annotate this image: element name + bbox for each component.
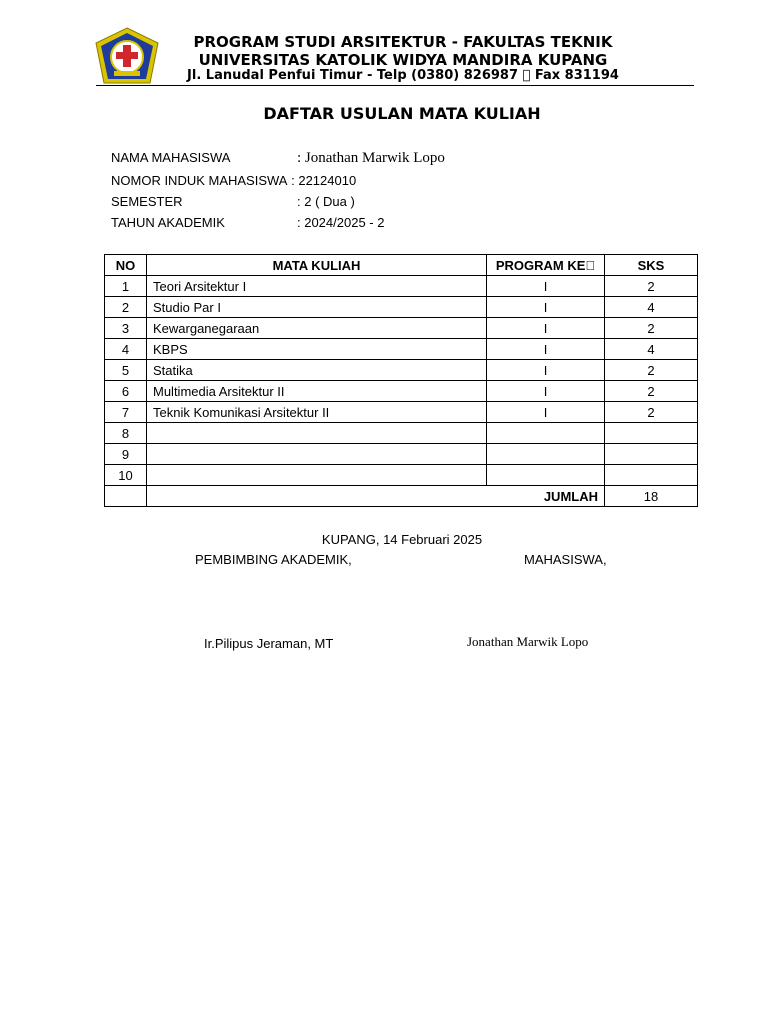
row-number: 5 bbox=[105, 360, 147, 381]
table-header-row bbox=[105, 255, 698, 276]
row-number: 7 bbox=[105, 402, 147, 423]
place-date: KUPANG, 14 Februari 2025 bbox=[321, 532, 483, 547]
course-table bbox=[104, 254, 698, 507]
row-course-name bbox=[147, 465, 487, 486]
table-row bbox=[105, 402, 698, 423]
row-sks bbox=[605, 423, 698, 444]
row-program: I bbox=[487, 318, 605, 339]
row-number: 4 bbox=[105, 339, 147, 360]
student-name: Jonathan Marwik Lopo bbox=[467, 634, 589, 649]
advisor-label: PEMBIMBING AKADEMIK, bbox=[195, 552, 352, 567]
row-program bbox=[487, 444, 605, 465]
total-label: JUMLAH bbox=[147, 486, 605, 507]
header-no: NO bbox=[105, 255, 147, 276]
row-sks bbox=[605, 465, 698, 486]
row-course-name: Teknik Komunikasi Arsitektur II bbox=[147, 402, 487, 423]
year-value: : 2024/2025 - 2 bbox=[297, 215, 385, 230]
document-title: DAFTAR USULAN MATA KULIAH bbox=[263, 104, 541, 123]
semester-label: SEMESTER bbox=[111, 194, 183, 209]
row-course-name: Multimedia Arsitektur II bbox=[147, 381, 487, 402]
row-program bbox=[487, 465, 605, 486]
year-label: TAHUN AKADEMIK bbox=[111, 215, 225, 230]
total-empty-cell bbox=[105, 486, 147, 507]
row-course-name: Teori Arsitektur I bbox=[147, 276, 487, 297]
row-program: I bbox=[487, 360, 605, 381]
info-name-row bbox=[111, 150, 445, 167]
row-sks: 4 bbox=[605, 297, 698, 318]
table-row bbox=[105, 423, 698, 444]
row-program bbox=[487, 423, 605, 444]
header-program: PROGRAM STUDI ARSITEKTUR - FAKULTAS TEKNIK bbox=[193, 33, 613, 51]
row-course-name: KBPS bbox=[147, 339, 487, 360]
university-logo bbox=[94, 27, 160, 85]
name-label: NAMA MAHASISWA bbox=[111, 150, 231, 165]
row-number: 8 bbox=[105, 423, 147, 444]
row-course-name bbox=[147, 423, 487, 444]
row-course-name bbox=[147, 444, 487, 465]
row-sks: 2 bbox=[605, 276, 698, 297]
row-number: 3 bbox=[105, 318, 147, 339]
row-number: 2 bbox=[105, 297, 147, 318]
nim-value: : 22124010 bbox=[291, 173, 357, 188]
row-sks: 4 bbox=[605, 339, 698, 360]
row-program: I bbox=[487, 297, 605, 318]
info-nim-row bbox=[111, 173, 356, 188]
table-row bbox=[105, 444, 698, 465]
row-program: I bbox=[487, 276, 605, 297]
row-sks: 2 bbox=[605, 381, 698, 402]
row-sks bbox=[605, 444, 698, 465]
row-sks: 2 bbox=[605, 360, 698, 381]
total-value: 18 bbox=[605, 486, 698, 507]
row-program: I bbox=[487, 381, 605, 402]
info-year-row bbox=[111, 215, 384, 230]
row-course-name: Kewarganegaraan bbox=[147, 318, 487, 339]
header-university: UNIVERSITAS KATOLIK WIDYA MANDIRA KUPANG bbox=[198, 51, 608, 69]
header-divider bbox=[96, 85, 694, 86]
advisor-name: Ir.Pilipus Jeraman, MT bbox=[204, 636, 334, 651]
header-course: MATA KULIAH bbox=[147, 255, 487, 276]
row-number: 6 bbox=[105, 381, 147, 402]
nim-label: NOMOR INDUK MAHASISWA bbox=[111, 173, 288, 188]
table-row bbox=[105, 465, 698, 486]
row-number: 1 bbox=[105, 276, 147, 297]
row-sks: 2 bbox=[605, 402, 698, 423]
info-semester-row bbox=[111, 194, 355, 209]
header-sks: SKS bbox=[605, 255, 698, 276]
table-row bbox=[105, 381, 698, 402]
row-number: 9 bbox=[105, 444, 147, 465]
row-course-name: Studio Par I bbox=[147, 297, 487, 318]
table-row bbox=[105, 318, 698, 339]
row-program: I bbox=[487, 402, 605, 423]
row-number: 10 bbox=[105, 465, 147, 486]
semester-value: : 2 ( Dua ) bbox=[297, 194, 355, 209]
header-program: PROGRAM KE  bbox=[487, 255, 605, 276]
name-value: : Jonathan Marwik Lopo bbox=[297, 150, 445, 166]
row-sks: 2 bbox=[605, 318, 698, 339]
table-row bbox=[105, 276, 698, 297]
table-row bbox=[105, 360, 698, 381]
total-row bbox=[105, 486, 698, 507]
student-label: MAHASISWA, bbox=[524, 552, 607, 567]
header-address: Jl. Lanudal Penfui Timur - Telp (0380) 826987   Fax 831194 bbox=[187, 68, 619, 83]
row-course-name: Statika bbox=[147, 360, 487, 381]
row-program: I bbox=[487, 339, 605, 360]
table-row bbox=[105, 339, 698, 360]
table-row bbox=[105, 297, 698, 318]
